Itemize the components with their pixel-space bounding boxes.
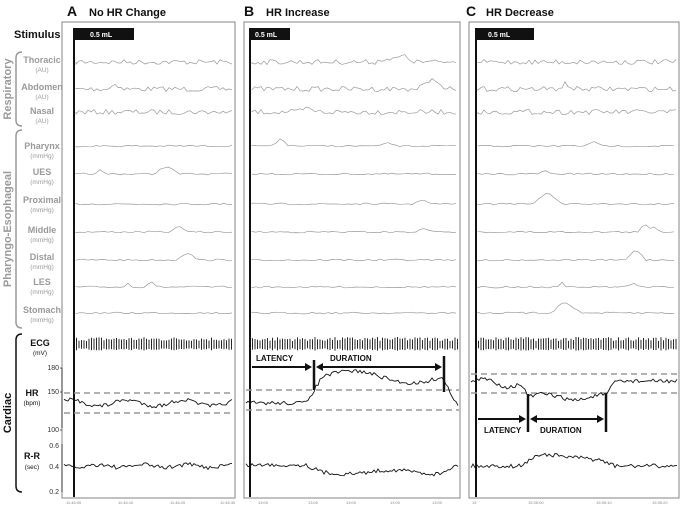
- panel-b-latency-label: LATENCY: [256, 354, 294, 363]
- trace-row-5-panel-0: [76, 203, 232, 205]
- trace-row-5-panel-1: [252, 200, 456, 205]
- panel-b-duration-arrowhead-left: [316, 363, 323, 371]
- panel-c-duration-arrowhead-left: [530, 415, 537, 423]
- channel-labels: [21, 55, 63, 471]
- trace-row-4-panel-1: [252, 173, 456, 175]
- panel-a-time-1: 11:46:10: [118, 500, 134, 505]
- rr-tick-0.2: 0.2: [49, 489, 59, 496]
- panel-b-duration-arrowhead-right: [435, 363, 442, 371]
- unit-hr: (bpm): [23, 400, 41, 407]
- panel-a-letter: A: [67, 3, 78, 19]
- panel-b-annotation: [252, 352, 444, 392]
- panel-b-time-1: 13:00: [308, 500, 319, 505]
- trace-row-7-panel-2: [478, 251, 674, 261]
- unit-middle: (mmHg): [30, 237, 54, 244]
- pharyngo-group-label: Pharyngo-Esophageal: [2, 170, 14, 288]
- panel-a-title: No HR Change: [89, 7, 166, 19]
- panel-c-stim-text: 0.5 mL: [488, 32, 511, 39]
- unit-thoracic: (AU): [35, 67, 49, 74]
- trace-row-4-panel-0: [76, 167, 232, 175]
- panel-b-time-3: 13:00: [390, 500, 401, 505]
- panel-b-title: HR Increase: [266, 7, 330, 19]
- panel-b-stim-text: 0.5 mL: [255, 32, 278, 39]
- cardiac-group-label: Cardiac: [2, 392, 14, 434]
- stimulus-label: Stimulus: [14, 29, 61, 41]
- panel-c-annotation: [478, 394, 606, 435]
- unit-les: (mmHg): [30, 289, 54, 296]
- trace-row-2-panel-0: [76, 110, 232, 115]
- trace-row-2-panel-1: [252, 107, 456, 114]
- trace-row-6-panel-1: [252, 229, 456, 233]
- label-distal: Distal: [29, 252, 55, 262]
- label-middle: Middle: [27, 225, 57, 235]
- panel-a-time-2: 11:46:20: [170, 500, 186, 505]
- label-hr: HR: [25, 388, 39, 398]
- panel-c-title: HR Decrease: [486, 7, 554, 19]
- trace-row-5-panel-2: [478, 194, 674, 205]
- hr-tick-150: 150: [47, 389, 59, 396]
- label-stomach: Stomach: [22, 305, 62, 315]
- respiratory-group-label: Respiratory: [2, 58, 14, 120]
- trace-row-3-panel-2: [478, 142, 674, 147]
- panel-c-time-0: 15: [472, 500, 477, 505]
- trace-row-8-panel-0: [76, 282, 232, 288]
- rr-tick-0.6: 0.6: [49, 443, 59, 450]
- panel-c-time-2: 15:35:10: [596, 500, 612, 505]
- trace-row-9-panel-2: [478, 303, 674, 314]
- pharyngo-bracket: [16, 130, 22, 328]
- label-nasal: Nasal: [29, 106, 55, 116]
- unit-pharynx: (mmHg): [30, 153, 54, 160]
- panel-b-time-4: 13:00: [432, 500, 443, 505]
- hr-trace-panel-b: [246, 370, 458, 406]
- panel-b-latency-arrowhead: [305, 363, 312, 371]
- panel-b-duration-label: DURATION: [330, 354, 372, 363]
- panel-c-duration-label: DURATION: [540, 426, 582, 435]
- trace-row-7-panel-1: [252, 259, 456, 261]
- panel-c-letter: C: [466, 3, 477, 19]
- panel-c-duration-arrowhead-right: [597, 415, 604, 423]
- rr-trace-panel-b: [246, 464, 458, 476]
- trace-row-6-panel-0: [76, 227, 232, 233]
- panel-b-time-0: 13:00: [258, 500, 269, 505]
- trace-row-1-panel-0: [76, 84, 232, 91]
- trace-row-4-panel-2: [478, 171, 674, 175]
- trace-row-8-panel-2: [478, 282, 674, 288]
- panel-a-stim-text: 0.5 mL: [90, 32, 113, 39]
- time-stamps: [66, 500, 668, 505]
- panel-a-time-3: 11:46:30: [220, 500, 236, 505]
- trace-row-3-panel-1: [252, 139, 456, 147]
- panel-b-time-2: 13:00: [346, 500, 357, 505]
- label-pharynx: Pharynx: [24, 141, 60, 151]
- panel-c-latency-label: LATENCY: [484, 426, 522, 435]
- panel-b-letter: B: [244, 3, 255, 19]
- trace-row-1-panel-2: [478, 82, 676, 92]
- trace-row-9-panel-0: [76, 312, 232, 314]
- trace-row-1-panel-1: [252, 79, 456, 92]
- rr-trace-panel-c: [471, 454, 677, 469]
- rr-trace-panel-a: [64, 463, 232, 470]
- label-thoracic: Thoracic: [23, 55, 61, 65]
- trace-row-0-panel-2: [478, 60, 676, 65]
- label-rr: R-R: [24, 451, 40, 461]
- unit-stomach: (mmHg): [30, 317, 54, 324]
- panel-a-time-0: 11:46:00: [66, 500, 82, 505]
- unit-rr: (sec): [24, 464, 40, 471]
- hr-trace-panel-c: [471, 378, 677, 401]
- cardiac-bracket: [16, 334, 22, 492]
- trace-row-2-panel-2: [478, 110, 676, 115]
- unit-proximal: (mmHg): [30, 207, 54, 214]
- hr-trace-panel-a: [64, 398, 232, 408]
- label-proximal: Proximal: [22, 195, 62, 205]
- label-les: LES: [33, 277, 51, 287]
- panel-c-time-3: 15:35:20: [652, 500, 668, 505]
- unit-ues: (mmHg): [30, 179, 54, 186]
- ecg-trace-panel-2: [476, 337, 676, 351]
- unit-nasal: (AU): [35, 118, 49, 125]
- ecg-trace-panel-1: [250, 337, 458, 351]
- unit-distal: (mmHg): [30, 264, 54, 271]
- trace-row-9-panel-1: [252, 312, 456, 314]
- trace-row-6-panel-2: [478, 225, 674, 233]
- panel-c-latency-arrowhead: [519, 415, 526, 423]
- hr-tick-180: 180: [47, 365, 59, 372]
- trace-row-7-panel-0: [76, 254, 232, 261]
- label-ecg: ECG: [30, 338, 50, 348]
- panel-c-time-1: 15:35:00: [528, 500, 544, 505]
- rr-tick-0.4: 0.4: [49, 464, 59, 471]
- ecg-trace-panel-0: [74, 337, 232, 350]
- trace-row-8-panel-1: [252, 286, 456, 288]
- unit-ecg: (mV): [32, 350, 48, 357]
- trace-row-0-panel-1: [252, 55, 456, 65]
- trace-row-3-panel-0: [76, 145, 232, 147]
- label-ues: UES: [32, 167, 52, 177]
- unit-abdomen: (AU): [35, 94, 49, 101]
- trace-row-0-panel-0: [76, 60, 232, 64]
- label-abdomen: Abdomen: [21, 82, 63, 92]
- hr-tick-100: 100: [47, 427, 59, 434]
